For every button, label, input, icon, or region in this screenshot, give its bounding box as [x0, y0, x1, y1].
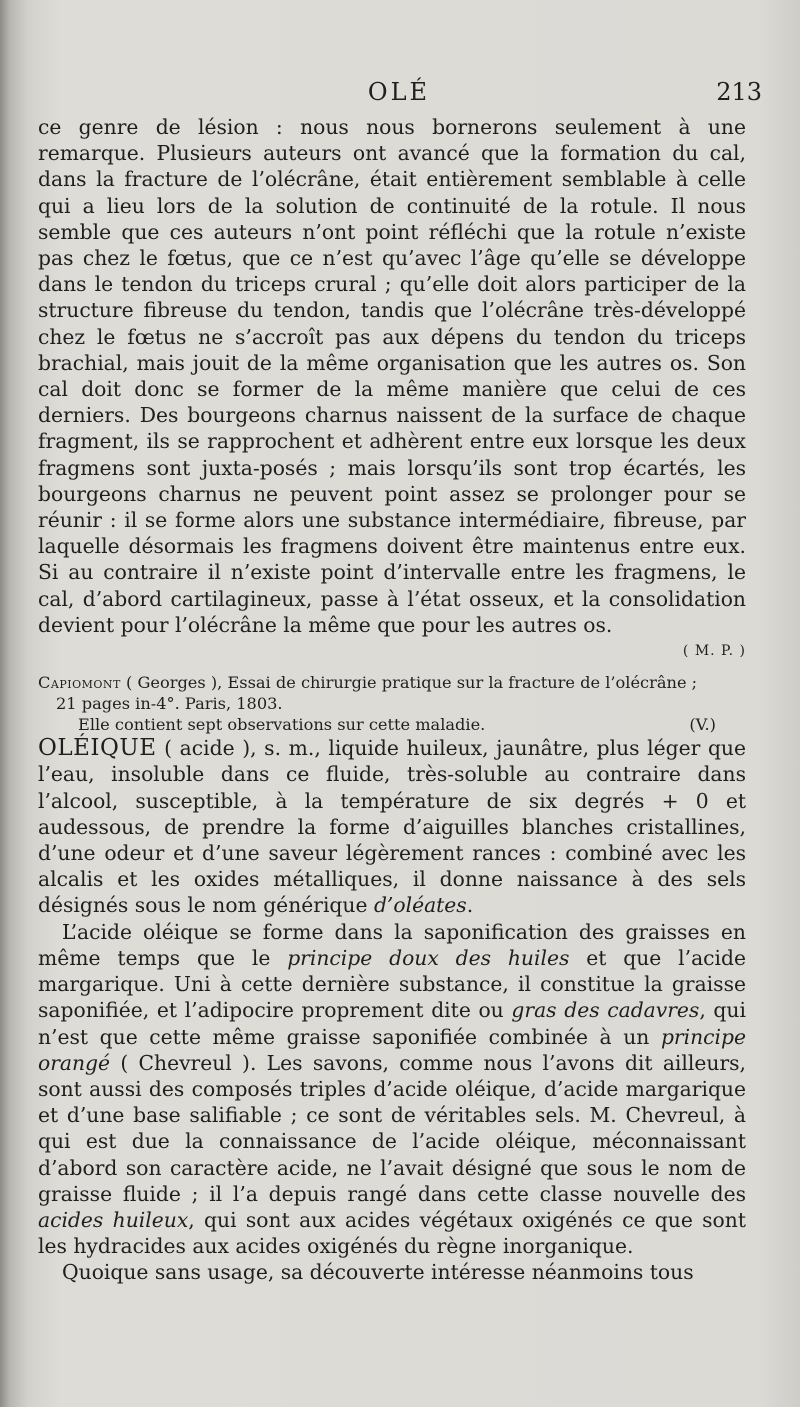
page-number: 213	[716, 78, 762, 106]
paragraph-saponification: L’acide oléique se forme dans la saponification des graisses en même temps que le principe doux des huiles et que l’acide margarique. Uni à cette dernière substance, il constitue la graisse saponifiée, et l’adipocire proprement dite ou gras des cadavres, qui n’est que cette même graisse saponifiée combinée à un principe orangé ( Chevreul ). Les savons, comme nous l’avons dit ailleurs, sont aussi des composés triples d’acide oléique, d’acide margarique et d’une base salifiable ; ce sont de véritables sels. M. Chevreul, à qui est due la connaissance de l’acide oléique, méconnaissant d’abord son caractère acide, ne l’avait désigné que sous le nom de graisse fluide ; il l’a depuis rangé dans cette classe nouvelle des acides huileux, qui sont aux acides végétaux oxigénés ce que sont les hydracides aux acides oxigénés du règne inorganique.	[38, 919, 746, 1259]
running-title: OLÉ	[367, 78, 431, 106]
bibliography-note: Elle contient sept observations sur cette maladie.	[78, 715, 486, 735]
paragraph-discovery: Quoique sans usage, sa découverte intéresse néanmoins tous	[62, 1260, 694, 1285]
paragraph-olecrane-fracture: ce genre de lésion : nous nous bornerons seulement à une remarque. Plusieurs auteurs ont avancé que la formation du cal, dans la fracture de l’olécrâne, était entièrement semblable à celle qui a lieu lors de la solution de continuité de la rotule. Il nous semble que ces auteurs n’ont point réfléchi que la rotule n’existe pas chez le fœtus, que ce n’est qu’avec l’âge qu’elle se développe dans le tendon du triceps crural ; qu’elle doit alors participer de la structure fibreuse du tendon, tandis que l’olécrâne très-développé chez le fœtus ne s’accroît pas aux dépens du tendon du triceps brachial, mais jouit de la même organisation que les autres os. Son cal doit donc se former de la même manière que celui de ces derniers. Des bourgeons charnus naissent de la surface de chaque fragment, ils se rapprochent et adhèrent entre eux lorsque les deux fragmens sont juxta-posés ; mais lorsqu’ils sont trop écartés, les bourgeons charnus ne peuvent point assez se prolonger pour se réunir : il se forme alors une substance intermédiaire, fibreuse, par laquelle désormais les fragmens doivent être maintenus entre eux. Si au contraire il n’existe point d’intervalle entre les fragmens, le cal, d’abord cartilagineux, passe à l’état osseux, et la consolidation devient pour l’olécrâne la même que pour les autres os.	[38, 115, 746, 637]
page-body	[38, 114, 746, 1286]
bibliography-details: 21 pages in-4°. Paris, 1803.	[56, 694, 283, 714]
entry-italic-oleates: d’oléates	[373, 893, 467, 918]
bibliography-note-signature: (V.)	[689, 715, 716, 735]
dictionary-entry-oleique: OLÉIQUE ( acide ), s. m., liquide huileux, jaunâtre, plus léger que l’eau, insoluble dans ce fluide, très-soluble au contraire dans l’alcool, susceptible, à la température de six degrés + 0 et audessous, de prendre la forme d’aiguilles blanches cristallines, d’une odeur et d’une saveur légèrement rances : combiné avec les alcalis et les oxides métalliques, il donne naissance à des sels désignés sous le nom générique d’oléates.	[38, 735, 746, 918]
bibliography-entry	[38, 672, 746, 735]
entry-definition: ( acide ), s. m., liquide huileux, jaunâtre, plus léger que l’eau, insoluble dans ce fluide, très-soluble au contraire dans l’alcool, susceptible, à la température de six degrés + 0 et audessous, de prendre la forme d’aiguilles blanches cristallines, d’une odeur et d’une saveur légèrement rances : combiné avec les alcalis et les oxides métalliques, il donne naissance à des sels désignés sous le nom générique	[38, 736, 746, 918]
author-signature: ( M. P. )	[682, 643, 746, 660]
entry-headword: OLÉIQUE	[38, 735, 157, 762]
page-header	[36, 78, 762, 112]
bibliography-author: Capiomont	[38, 673, 121, 693]
bibliography-title: ( Georges ), Essai de chirurgie pratique sur la fracture de l’olécrâne ;	[120, 673, 698, 693]
